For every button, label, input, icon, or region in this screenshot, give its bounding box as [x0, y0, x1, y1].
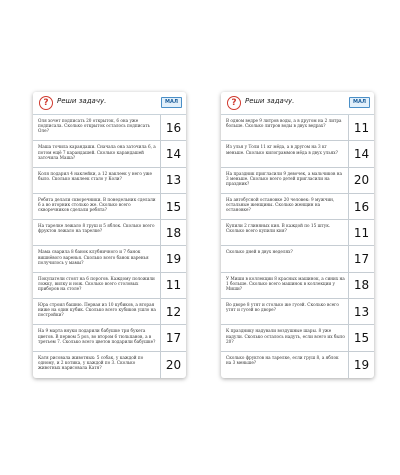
task-row: [221, 194, 374, 220]
task-text: На автобусной остановке 20 человек: 9 мужчин, остальные женщины. Сколько женщин на остановке?: [226, 196, 335, 213]
task-row: [221, 352, 374, 378]
answer-cell: 13: [160, 168, 186, 193]
answer-cell: 19: [160, 246, 186, 271]
answer-cell: 14: [348, 141, 374, 166]
task-text: В одном ведре 9 литров воды, а в другом на 2 литра больше. Сколько литров воды в двух ведрах?: [226, 118, 342, 129]
task-row: [33, 220, 186, 246]
task-text: Маша точила карандаши. Сначала она заточила 6, а потом ещё 7 карандашей. Сколько карандашей заточила Маша?: [38, 144, 156, 160]
task-row: [33, 115, 186, 141]
task-text: Покупатели стоят на 6 порогов. Каждому положили ложку, вилку и нож. Сколько всего столовых приборов на столе?: [38, 275, 155, 292]
answer-cell: 18: [348, 273, 374, 298]
task-row: [33, 325, 186, 351]
answer-cell: 18: [160, 220, 186, 245]
card-title: Реши задачу.: [245, 97, 295, 105]
task-row: [221, 299, 374, 325]
answer-cell: 15: [348, 325, 374, 350]
answer-cell: 11: [160, 273, 186, 298]
answer-cell: 19: [348, 352, 374, 378]
task-row: [33, 299, 186, 325]
task-text: Оля хочет подписать 20 открыток, 6 она уже подписала. Сколько открыток осталось подписать Оле?: [38, 118, 150, 134]
question-mark-icon: ?: [227, 96, 241, 110]
task-text: Юра строил башню. Первая из 10 кубиков, а вторая ниже на один кубик. Сколько всего кубиков ушло на постройки?: [38, 302, 156, 318]
answer-cell: 13: [348, 299, 374, 324]
task-text: Коля подарил 4 наклейки, а 12 наклеек у него уже было. Сколько наклеек стало у Коли?: [38, 170, 153, 181]
task-text: К празднику надували воздушные шары. 8 уже надули. Сколько осталось надуть, если всего их было 20?: [226, 328, 345, 344]
answer-cell: 11: [348, 115, 374, 140]
card-header: [221, 92, 374, 115]
task-text: Мама сварила 8 банок клубничного и 7 банок вишнёвого варенья. Сколько всего банок варенья получилось у мамы?: [38, 249, 149, 265]
task-card-right: [221, 92, 374, 378]
task-text: Сколько дней в двух неделях?: [226, 249, 293, 255]
task-text: Во дворе 8 утят и столько же гусей. Сколько всего утят и гусей во дворе?: [226, 302, 339, 313]
task-row: [33, 273, 186, 299]
task-row: [221, 220, 374, 246]
card-badge: МАЛ: [349, 97, 370, 108]
answer-cell: 20: [160, 352, 186, 378]
card-badge: МАЛ: [161, 97, 182, 108]
card-title: Реши задачу.: [57, 97, 107, 105]
task-list: [221, 115, 374, 378]
task-row: [33, 352, 186, 378]
answer-cell: 20: [348, 168, 374, 193]
card-header: [33, 92, 186, 115]
task-text: На тарелке лежало 8 груш и 5 яблок. Сколько всего фруктов лежало на тарелке?: [38, 223, 155, 234]
task-row: [221, 115, 374, 141]
task-text: Купили 2 глиняных кия. В каждой по 15 штук. Сколько всего купили кия?: [226, 223, 331, 234]
task-row: [221, 246, 374, 272]
task-text: Сколько фруктов на тарелке, если груш 8, а яблок на 3 меньше?: [226, 354, 339, 365]
answer-cell: 15: [160, 194, 186, 219]
answer-cell: 12: [160, 299, 186, 324]
task-text: У Миши в коллекции 8 красных машинок, а синих на 1 больше. Сколько всего машинок в коллекции у Миши?: [226, 275, 345, 292]
answer-cell: 16: [160, 115, 186, 140]
task-text: Из улья у Толи 11 кг мёда, а в другом на 3 кг меньше. Сколько килограммов мёда в двух ульях?: [226, 144, 338, 155]
task-row: [221, 141, 374, 167]
task-text: На праздник пригласили 9 девочек, а мальчиков на 3 меньше. Сколько всего детей пригласили на праздник?: [226, 170, 343, 186]
answer-cell: 17: [160, 325, 186, 350]
task-row: [221, 168, 374, 194]
answer-cell: 11: [348, 220, 374, 245]
task-row: [33, 168, 186, 194]
task-text: Катя рисовала животных: 5 собак, у каждой по одному, и 2 котика, у каждой по 3. Сколько животных нарисовала Катя?: [38, 354, 144, 371]
task-text: На 9 марта внуки подарили бабушке три букета цветов. В первом 5 роз, во втором 6 тюльпанов, а в третьем 7. Сколько всего цветов подарили бабушке?: [38, 328, 156, 344]
task-row: [221, 273, 374, 299]
task-row: [33, 141, 186, 167]
answer-cell: 17: [348, 246, 374, 271]
answer-cell: 14: [160, 141, 186, 166]
task-card-left: [33, 92, 186, 378]
task-text: Ребята делали скворечники. В понедельник сделали 6 а во вторник столько же. Сколько всего скворечников сделали ребята?: [38, 196, 156, 213]
question-mark-icon: ?: [39, 96, 53, 110]
answer-cell: 16: [348, 194, 374, 219]
task-row: [221, 325, 374, 351]
task-row: [33, 246, 186, 272]
task-list: [33, 115, 186, 378]
task-row: [33, 194, 186, 220]
